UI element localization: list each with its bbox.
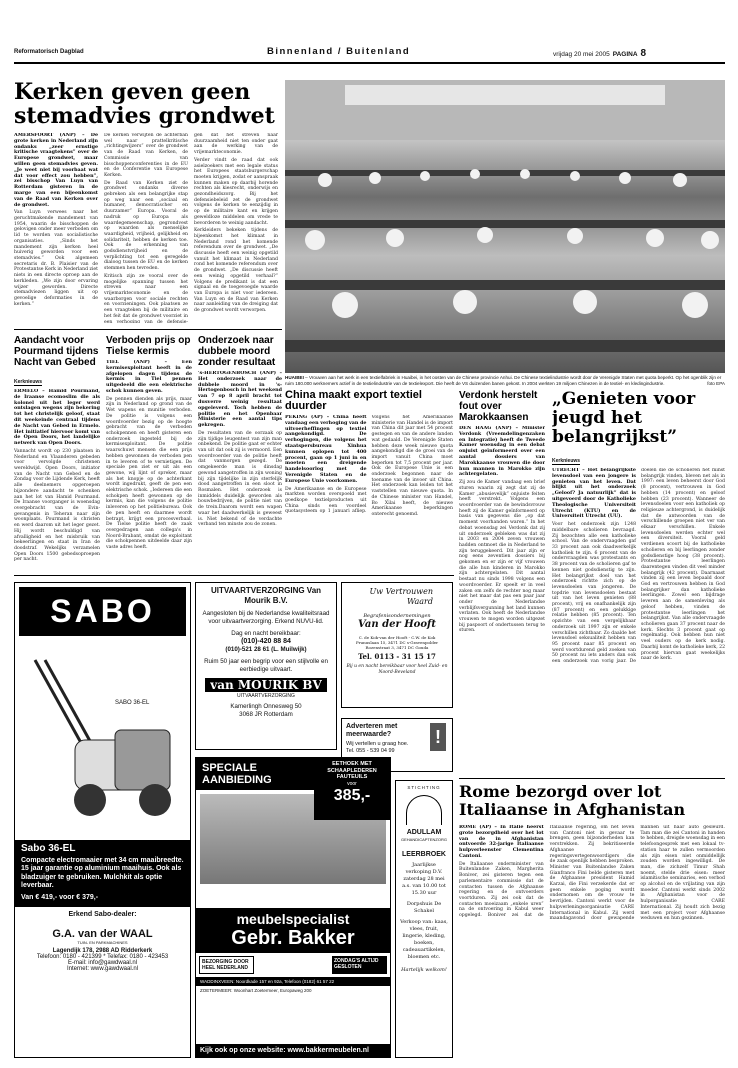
article-headline: Rome bezorgd over lot Italiaanse in Afghanistan	[459, 783, 686, 819]
article-china: China maakt export textiel duurder PEKING (AP) – China heeft vandaag een verhoging van de uitvoerheffingen op textiel aangekondigd. De verhogingen, die volgens het staatspersbureau Xinhua kunnen oplopen tot 400 procent, gaan op 1 juni in en moeten een dreigende handelsoorlog met de Verenigde Staten en de Europese Unie voorkomen. De Amerikaanse en de Europese markten worden overspoeld met goedkope textielproducten uit China sinds een voordeel quotasysteem op 1 januari afliep. Volgens het Amerikaanse ministerie van Handel is de import van China dit jaar met 54 procent gestegen en van de andere landen wat gedaald. De Verenigde Staten hebben deze week nieuwe quota aangekondigd die de groei van de import vanuit China moet beperken tot 7,5 procent per jaar. Ook de Europese Unie is een onderzoek begonnen naar de toename van de invoer uit China. Het onderzoek kan leiden tot het vaststellen van nieuwe quota. In de Chinese minister van Handel, Bo Xilai heeft, de nieuwe Amerikaanse beperkingen onterecht genoemd.	[285, 390, 453, 517]
page-date: vrijdag 20 mei 2005 PAGINA 8	[553, 48, 647, 59]
lawnmower-icon	[15, 640, 190, 840]
article-rome: Rome bezorgd over lot Italiaanse in Afghanistan ROME (AP) – In Italië heerst grote bezorgdheid over het lot van de in Afghanistan ontvoerde 32-jarige Italiaanse hulpverleenster Clementina Cantoni. De Italiaanse onderminister van Buitenlandse Zaken, Margherita Boniver, zei gisteren tegen een parlementaire commissie dat de contacten tussen de Afghaanse regering en de ontvoerders voortduren. Zij zei ook dat de contacten moeizaam „enkele uren” na de ontvoering in Kabul weer opgelegd. Boniver zei dat de Italiaanse regering, om het leven van Cantoni niet in gevaar te brengen, geen bijzonderheden kan verstrekken. Zij bekritiseerde Afghaanse regeringsvertegenwoordigers die de zaak openlijk hebben besproken. Minister van Buitenlandse Zaken Gianfranco Fini belde gisteren met de Afghaanse president Hamid Karzai, die Fini verzekerde dat er geen enkele poging wordt ondernomen om de vrouw te bevrijden. Cantoni werkt voor de hulpverleningsorganisatie CARE International in Kabul. Zij werd maandagavond door gewapende mannen uit haar auto gesleurd. Tam man die zei Cantoni in handen te hebben, dreigde woensdag in een telefoongesprek met een lokaal tv-station haar te zullen vermoorden als zijn eisen niet onmiddellijk zouden worden ingewilligd. De man, die zichzelf Timur Shah noemt, stelde drie eisen: meer islamitische seminaries, een verbod op alcohol en de vrijlating van zijn moeder. Cantoni werkt sinds 2002 in Afghanistan voor de hulporganisatie CARE International. Zij houdt zich bezig met een project voor Afghaanse weduwen en hun gezinnen.	[459, 783, 725, 922]
lead-col-3: gen dat het streven naar duurzaamheid niet ten onder gaat aan de werking van de vrijemarkteconomie. Verder vindt de raad dat ook asielzoekers met een legale status het Europees staatsburgerschap moeten krijgen, zodat er aanspraak kunnen maken op daarbij horende rechten als kiesrecht, onderwijs en gezondheidszorg. Bij het defensiebeleid zet de grondwet volgens de kerken te eenzijdig in op de militaire kant en krijgen geweldloze middelen om vrede te bevorderen te weinig aandacht. Kerkleiders bekeken tijdens de bijeenkomst het klimaat in Nederland rond het komende referendum over de grondwet. „De discussie heeft een weinig opgetild vanuit het klimaat in Nederland rond het komende referendum over de grondwet. „De discussie heeft een weinig opgetild verhaal?” Volgens de predikant is dat een signaal en de toegevoegde waarde van Europa is niet voor iedereen. Van Luyn en de Raad van Kerken naar aanleiding van de dreiging dat de grondwet wordt verworpen.	[194, 133, 278, 314]
zondag-badge: ZONDAG'S ALTIJD GESLOTEN	[332, 956, 387, 974]
photo-caption: HUAIBEI – Vrouwen aan het werk in een textielfabriek in Huaibei, in het oosten van de Chinese provincie Anhui. De Chinese textielindustrie wordt door de Verenigde Staten met quota beperkt. Op het ogenblik zijn er ruim 180.000 werknemers actief in de textielindustrie van de textielexport. Die heeft de VS duizenden banen gekost. In 2004 werkten 19 miljoen Chinezen in de textiel- en kledingindustrie. foto EPA	[285, 375, 725, 386]
article-headline: Onderzoek naar dubbele moord zonder resultaat	[198, 335, 276, 368]
article-byline: Kerknieuws	[552, 458, 581, 464]
paper-name: Reformatorisch Dagblad	[14, 49, 84, 55]
sabo-offer: Sabo 36-EL Compacte electromaaier met 34 cm maaibreedte. 15 jaar garantie op aluminium maaihuis. Ook als bladzuiger te gebruiken. Mulchkit als optie leverbaar. Van € 419,- voor € 379,-	[15, 840, 190, 907]
article-byline: Kerknieuws	[14, 379, 43, 385]
section-title: Binnenland / Buitenland	[267, 46, 411, 57]
bezorging-badge: BEZORGING DOOR HEEL NEDERLAND	[199, 956, 254, 974]
lead-headline: Kerken geven geen stemadvies grondwet	[14, 80, 275, 129]
bakker-footer: Kijk ook op onze website: www.bakkermeubelen.nl	[196, 1044, 390, 1057]
lead-col-1: AMERSFOORT (ANP) – De grote kerken in Nederland zijn ondanks „zeer ernstige kritische vraagtekens” over de Europese grondwet, maar willen geen stemadvies geven. „Je weet niet bij voorbaat wat dat voor effect zou hebben”, zei bisschop Van Luyn van Rotterdam gisteren in de marge van een bijeenkomst van de Raad van Kerken over de grondwet. Van Luyn verwees naar het geruchtmakende mandement van 1954, waarin de bisschoppen de gelovigen onder meer verboden om lid te worden van socialistische organisaties. „Sinds het mandement zijn kerken heel huiverig geworden voor een stemadvies.” Ook algemeen secretaris dr. B. Plaisier van de Protestantse Kerk in Nederland ziet niets in een directe oproep aan de kerkleden. „We zijn door ervaring wijzer geworden. Directe stemadviezen liggen uit op gevoelige deformaties in de kerken.”	[14, 133, 98, 307]
divider	[459, 778, 725, 779]
ad-adverteren: Adverteren met meerwaarde? Wij vertellen u graag hoe. Tel. 055 - 539 04 99 !	[341, 718, 453, 772]
lead-article	[14, 80, 280, 326]
bakker-logo: meubelspecialist Gebr. Bakker	[196, 908, 390, 953]
divider	[14, 575, 454, 576]
article-headline: Aandacht voor Pourmand tijdens Nacht van Gebed	[14, 335, 99, 368]
sabo-logo: SABO	[19, 587, 186, 636]
article-verdonk: Verdonk herstelt fout over Marokkaansen DEN HAAG (ANP) – Minister Verdonk (Vreemdelingenzaken en Integratie) heeft de Tweede Kamer woensdag in een debat onjuist geïnformeerd over een aantal dossiers van Marokkaanse vrouwen die door hun mannen in Marokko zijn achtergelaten. Zij zou de Kamer vandaag een brief sturen waarin zij zegt dat zij de Kamer „abusievelijk” onjuiste feiten heeft verstrekt. Volgens een woordvoerder van de bewindsvrouw heeft zij de Kamer geïnformeerd op basis van gegevens die „op dat moment voorhanden waren.” In het debat woensdag zei Verdonk dat zij uit onderzoek gebleken was dat zij in 2003 en 2004 zeven vrouwen hadden ontmoet die in Nederland te zijn teruggekeerd. Dit jaar zijn er nog eens zeventien dossiers bij gekomen en er zijn er vijf vrouwen die alle hun kinderen in Marokko zijn achtergelaten. Dit aantal bestaat nu sinds 1998 volgens een woordvoerder. Er speelt er in veel zaken om zelfs de rechter nog maar niet het maar dat pas een paar jaar onder de Nederlandse verblijfsvergunning het land kunnen verlaten. Ook heeft de Nederlandse vrouwen te mogen worden uitgezet bij paspoort of ondertussen terug te sturen.	[459, 390, 545, 634]
sabo-dealer: Erkend Sabo-dealer: G.A. van der WAAL TUIN- EN PARKMACHINES Lagendijk 178, 2988 AD Ridderkerk Telefoon: 0180 - 421399 * Telefax: 0180 - 423453 E-mail: info@gawdwaal.nl Internet: www.gawdwaal.nl	[36, 911, 169, 972]
factory-photo	[285, 80, 725, 373]
adullam-logo-icon	[406, 795, 442, 825]
ad-sabo	[14, 582, 191, 1058]
article-headline: Verboden prijs op Tielse kermis	[106, 335, 191, 357]
ad-mourik: UITVAARTVERZORGING Van Mourik B.V. Aangesloten bij de Nederlandse kwaliteitsraad voor uitvaartverzorging. Erkend NUVU-lid. Dag en nacht bereikbaar: (010)-420 88 84 (010)-521 28 61 (L. Muilwijk) Ruim 50 jaar een begrip voor een stijlvolle en eerbiedige uitvaart. van MOURIK BV UITVAARTVERZORGING Kamerlingh Onnesweg 50 3068 JR Rotterdam	[195, 582, 337, 750]
factory-photo-graphic	[285, 80, 725, 373]
ad-hooft: Uw Vertrouwen Waard Begrafenisondernemingen Van der Hooft C. de Kok-van der Hooft - C.W. de Kok Prunuslaan 15, 3471 DC s-Gravenpolder Rozenstraat 3, 3471 DC Gouda Tel. 0113 - 31 15 17 Bij u en nacht bereikbaar voor heel Zuid- en Noord-Beveland	[341, 582, 453, 708]
sabo-mower: SABO 36-EL	[15, 640, 190, 840]
exclamation-icon: !	[430, 723, 446, 751]
article-headline: Verdonk herstelt fout over Marokkaansen	[459, 390, 538, 423]
header-rule	[14, 62, 725, 64]
article-genieten: „Genieten voor jeugd het belangrijkst” Kerknieuws UTRECHT – Het belangrijkste levensdoel van een jongere is genieten van het leven. Dat blijkt uit het onderzoek „Geloof? Ja natuurlijk” dat is uitgevoerd door de Katholieke Theologische Universiteit Utrecht (KTU) en de Universiteit Utrecht (UU). Voor het onderzoek zijn 1248 middelbare scholieren bevraagd. Zij bezochten alle een katholieke school. Van de ondervraagden gaf 33 procent aan ook daadwerkelijk katholiek te zijn. 6 procent van de ondervraagden was protestants en 38 procent van de scholieren gaf te kennen niet godsdienstig te zijn. Het belangrijkst doel van het onderzoek richtte zich op de levensdoelen van jongeren. De topdrie van levensdoelen bestaat uit van het leven genieten (88 procent), vrij en onafhankelijk zijn (87 procent) en een gelukkige relatie hebben (85 procent). Ten opzichte van een vergelijkbaar onderzoek uit 1997 zijn er enkele verschillen zichtbaar. Zo daalde het levensdoel seksualiteit hebben van 95 procent naar 85 procent en werd voortdurend geld zoeken van 50 procent nu iets anders dan ook een onderzoek van vorig jaar. De doelen die de scholieren het minst belangrijk vinden, bleven net als in 1997: een leven beheerst door God (8 procent), vertrouwen in God hebben (14 procent) en geloof hebben (23 procent). Wanneer de levensdoelen voor een katholiek op religieuze achtergrond, is duidelijk dat de antwoorden van de verschillende groepen niet ver van elkaar verschillen. Enkele levensdoelen werden echter wel een diversiteit. Vooral geld verdienen scoort bij de katholieke scholieren en bij leerlingen zonder godsdienstige hoog (38 procent). Protestantse leerlingen daarentegen vinden dit veel minder belangrijk (42 procent). Daarnaast vinden zij een leven bepaald door God en vertrouwen hebben in God belangrijker dan katholieke leerlingen. Zowel een bijdrage leveren aan de samenleving als geloof hebben, vinden de protestantse leerlingen het belangrijkst. Van alle ondervraagde scholieren gaan 37 procent naar de kerk. Slechts 3 procent gaat op regelmatig. Ook hebben hun niet veel ouders op de kerk nodig. Daarbij komt de katholieke kerk, 22 procent hiervan gaat weekelijks naar de kerk.	[552, 390, 725, 665]
article-tiel: Verboden prijs op Tielse kermis TIEL (ANP) – Een kermisexploitant heeft in de afgelopen dagen tijdens de kermis in Tiel pennen uitgedeeld die een elektrische schok kunnen geven. De pennen dienden als prijs, maar zijn in Nederland op grond van de Wet wapens en munitie verboden. De politie is volgens een woordvoerder bezig op de hoogte gebracht van de verboden schokpennen en heeft gisteren een onderzoek ingesteld bij de kermisexploitant. De politie waarschuwt mensen die een prijs hebben gewonnen de verboden pen in te leveren of te vernietigen. De speciale pen ziet er uit als een gewone, wij lijnt of spreker, maar als het knopje op de achterkant wordt ingedrukt, geeft de pen een elektrische schok. „Iedereen die een schokpen heeft gewonnen op de kermis, kan die volgens de politie inleveren op het politiebureau. Ook de pen heeft en daarmee wordt betrapt, krijgt een procesverbaal. De Tielse politie heeft de zaak overgedragen aan collega's in Noord-Brabant, omdat de exploitant die schokpennen uitdeelde daar zijn vaste adres heeft.	[106, 335, 192, 551]
lead-col-2: De kerken verwijten de achterban wel naar prattelkritische „richtingwijzers” over de grondwet van de Raad van Kerken, de Commissie van bisschoppenconferenties in de EU en de Conferentie van Europese Kerken. De Raad van Kerken ziet de grondwet ondanks diverse gebreken als een belangrijke stap op weg naar een „sociaal en humaner, democratischer en duurzamer” Europa. Vooral de nadruk op Europa als waardegemeenschap, gegrondvest op waarden als menselijke waardigheid, vrijheid, gelijkheid en solidariteit, hebben de kerken toe. Ook de erkenning van godsdienstvrijheid en de verplichting tot een geregelde dialoog tussen de EU en de kerken stemmen hen tevreden. Kritisch zijn ze vooral over de mogelijke spanning tussen het streven naar een vrijemarkteconomie en de waarborgen voor sociale rechten en voorzieningen. Ook plaatsen ze een vraagteken bij de militaire en het feit dat de grondwet voorziet in een verhoging van de defensie-	[104, 133, 188, 323]
article-moord: Onderzoek naar dubbele moord zonder resultaat 's-HERTOGENBOSCH (ANP) – Het onderzoek naar de dubbele moord in 's-Hertogenbosch in het weekend van 7 op 8 april bracht tot dusverre weinig resultaat opgeleverd. Toch hebben de politie en het Openbaar Ministerie een aantal tips gekregen. De resultaten van de oorzaak op zijn tijdige leugentest van zijn man onbekend. De politie gaat er echter van uit dat ook zij is vermoord. Een woordvoerder van de politie heeft dat vanmorgen gezegd. De omgekeerde man is dinsdag gewond aangetroffen in zijn woning bij zijn tijdelijke in zijn sterfelijk dood aangetroffen in een sloot in Rosmalen. Het onderzoek is inmiddels duidelijk geworden als bouwbedrijven, de politie niet van de trein.Daarom wordt een wapen waar het daadwerkelijk is geweest is. Niet bekend of de verdachte verband ten minste zou de zonen.	[198, 335, 282, 528]
article-headline: China maakt export textiel duurder	[285, 390, 422, 412]
article-headline: „Genieten voor jeugd het belangrijkst”	[552, 390, 696, 447]
ad-adullam: STICHTING ADULLAM GEHANDICAPTENZORG LEERBROEK Jaarlijkse verkoping D.V. zaterdag 28 mei a.s. van 10.00 tot 15.30 uur Dorpshuis De Schakel Verkoop van: kaas, vlees, fruit, lingerie, kleding, boeken, cadeauartikelen, bloemen etc. Hartelijk welkom!	[395, 780, 453, 1058]
article-pourmand: Aandacht voor Pourmand tijdens Nacht van Gebed Kerknieuws ERMELO – Hamid Pourmand, de Iraanse ecomoslim die als kolonel uit het leger werd ontslagen wegens zijn bekering tot het christelijk geloof, staat dit weekeinde centraal tijdens de Nacht van Gebed in Ermelo. Het initiatief hiervoor komt van de Open Doors, het landelijke netwerk van Open Doors. Vannacht wordt op 230 plaatsen in Nederland en Vlaanderen gebeden voor vervolgde christenen wereldwijd. Open Doors, initiator van de Nacht van Gebed en de Zondag voor de Lijdende Kerk, heeft alle deelnemers opgeroepen bijzondere aandacht te schenken aan het lot van Hamid Pourmand. De Iraanse voorganger is woensdag overgebracht van de Evin-gevangenis in Teheran naar zijn woonplaats. Pourmand is christen en werd daarom uit het leger gezet. Hij wordt beschuldigd van afvalligheid en het misbruik van bekeerlingen en staat in Iran de doodstraf. Wekelijks verzamelen Open Doors 1500 gebedsoproepen per nacht.	[14, 335, 100, 563]
divider	[14, 329, 282, 330]
mourik-logo: van MOURIK BV	[205, 678, 327, 692]
page-header	[0, 0, 738, 80]
bakker-price: EETHOEK MET SCHAAPLEDEREN FAUTEUILS voor 385,-	[314, 758, 390, 820]
ad-bakker: SPECIALE AANBIEDING EETHOEK MET SCHAAPLEDEREN FAUTEUILS voor 385,- meubelspecialist Gebr. Bakker BEZORGING DOOR HEEL NEDERLAND ZONDAG'S ALTIJD GESLOTEN WADDINXVEEN: Noordkade 157 en 92a, Telefoon (0182) 61 57 22 ZOETERMEER: Woonhart Zoetermeer, Europaweg 200 Kijk ook op onze website: www.bakkermeubelen.nl	[195, 757, 391, 1058]
